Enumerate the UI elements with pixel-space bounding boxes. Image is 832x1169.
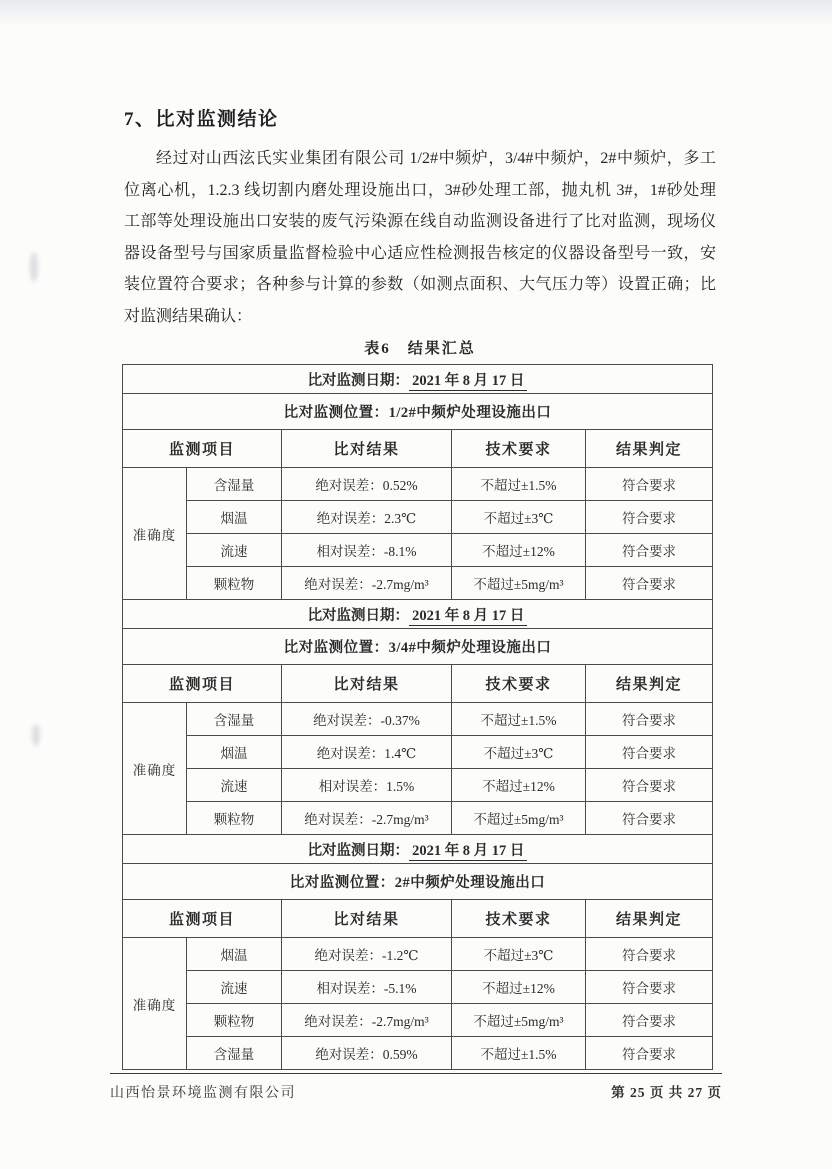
footer-company-name: 山西怡景环境监测有限公司 [110,1086,296,1101]
monitoring-date-row [123,365,713,394]
requirement-cell: 不超过±1.5% [452,703,586,736]
date-label: 比对监测日期： [307,842,410,859]
requirement-cell: 不超过±5mg/m³ [452,802,586,835]
paragraph-line: 经过对山西泫氏实业集团有限公司 1/2#中频炉，3/4#中频炉，2#中频炉，多工 [156,150,716,167]
table-caption: 表6 结果汇总 [364,341,476,357]
position-label: 比对监测位置： [283,405,389,421]
column-header: 比对结果 [282,900,452,938]
column-header: 结果判定 [586,900,713,938]
requirement-cell: 不超过±12% [452,534,586,567]
table-row [123,802,713,835]
date-value: 2021 年 8 月 17 日 [409,608,527,626]
result-cell: 相对误差：-5.1% [282,971,452,1004]
page-content [124,104,716,1070]
param-cell: 含湿量 [187,1037,282,1070]
monitoring-date-row [123,600,713,629]
param-cell: 含湿量 [187,468,282,501]
column-header: 技术要求 [452,665,586,703]
requirement-cell: 不超过±12% [452,971,586,1004]
param-cell: 烟温 [187,501,282,534]
group-label: 准确度 [123,703,187,835]
table-row [123,1004,713,1037]
table-header-row [123,900,713,938]
judgement-cell: 符合要求 [586,534,713,567]
requirement-cell: 不超过±3℃ [452,501,586,534]
position-value: 3/4#中频炉处理设施出口 [388,640,552,656]
column-header: 技术要求 [452,900,586,938]
param-cell: 颗粒物 [187,567,282,600]
param-cell: 烟温 [187,938,282,971]
column-header: 结果判定 [586,430,713,468]
requirement-cell: 不超过±3℃ [452,736,586,769]
scan-smudge [30,252,38,282]
table-row [123,769,713,802]
position-label: 比对监测位置： [289,875,395,891]
table-row [123,501,713,534]
paragraph-line: 对监测结果确认： [124,307,253,325]
result-cell: 绝对误差：2.3℃ [282,501,452,534]
result-cell: 绝对误差：-2.7mg/m³ [282,1004,452,1037]
param-cell: 含湿量 [187,703,282,736]
judgement-cell: 符合要求 [586,468,713,501]
column-header: 比对结果 [282,665,452,703]
param-cell: 颗粒物 [187,1004,282,1037]
position-value: 1/2#中频炉处理设施出口 [388,405,552,421]
date-label: 比对监测日期： [307,607,410,624]
judgement-cell: 符合要求 [586,971,713,1004]
result-cell: 绝对误差：0.59% [282,1037,452,1070]
group-label: 准确度 [123,938,187,1070]
result-cell: 绝对误差：-2.7mg/m³ [282,567,452,600]
monitoring-position-row [123,629,713,665]
results-summary-table [122,364,713,1070]
table-row [123,938,713,971]
table-row [123,971,713,1004]
column-header: 监测项目 [123,665,282,703]
paragraph-line: 位离心机，1.2.3 线切割内磨处理设施出口，3#砂处理工部，抛丸机 3#，1#砂处理 [124,181,716,199]
requirement-cell: 不超过±3℃ [452,938,586,971]
param-cell: 烟温 [187,736,282,769]
requirement-cell: 不超过±1.5% [452,468,586,501]
table-row [123,736,713,769]
judgement-cell: 符合要求 [586,501,713,534]
requirement-cell: 不超过±1.5% [452,1037,586,1070]
param-cell: 流速 [187,769,282,802]
table-row [123,703,713,736]
scan-smudge [32,724,40,746]
column-header: 监测项目 [123,430,282,468]
date-label: 比对监测日期： [307,372,410,389]
requirement-cell: 不超过±5mg/m³ [452,1004,586,1037]
result-cell: 绝对误差：-2.7mg/m³ [282,802,452,835]
monitoring-date-row [123,835,713,864]
body-paragraph [124,143,716,332]
paragraph-line: 工部等处理设施出口安装的废气污染源在线自动监测设备进行了比对监测，现场仪 [124,213,716,230]
date-value: 2021 年 8 月 17 日 [409,843,527,861]
footer-page-number: 第 25 页 共 27 页 [611,1085,722,1100]
requirement-cell: 不超过±5mg/m³ [452,567,586,600]
section-heading: 7、比对监测结论 [124,109,279,130]
page-footer [110,1073,722,1102]
table-header-row [123,430,713,468]
position-value: 2#中频炉处理设施出口 [394,875,546,891]
column-header: 比对结果 [282,430,452,468]
result-cell: 绝对误差：-0.37% [282,703,452,736]
param-cell: 颗粒物 [187,802,282,835]
result-cell: 相对误差：1.5% [282,769,452,802]
monitoring-position-row [123,864,713,900]
table-row [123,468,713,501]
table-row [123,534,713,567]
scan-edge-artifact [0,0,832,26]
result-cell: 绝对误差：1.4℃ [282,736,452,769]
paragraph-line: 装位置符合要求；各种参与计算的参数（如测点面积、大气压力等）设置正确；比 [124,276,716,293]
judgement-cell: 符合要求 [586,769,713,802]
result-cell: 绝对误差：-1.2℃ [282,938,452,971]
param-cell: 流速 [187,534,282,567]
judgement-cell: 符合要求 [586,1037,713,1070]
judgement-cell: 符合要求 [586,736,713,769]
table-row [123,567,713,600]
monitoring-position-row [123,394,713,430]
position-label: 比对监测位置： [283,640,389,656]
column-header: 监测项目 [123,900,282,938]
judgement-cell: 符合要求 [586,938,713,971]
table-row [123,1037,713,1070]
paragraph-line: 器设备型号与国家质量监督检验中心适应性检测报告核定的仪器设备型号一致，安 [124,244,716,262]
result-cell: 绝对误差：0.52% [282,468,452,501]
param-cell: 流速 [187,971,282,1004]
table-header-row [123,665,713,703]
group-label: 准确度 [123,468,187,600]
date-value: 2021 年 8 月 17 日 [409,373,527,391]
judgement-cell: 符合要求 [586,802,713,835]
requirement-cell: 不超过±12% [452,769,586,802]
column-header: 结果判定 [586,665,713,703]
judgement-cell: 符合要求 [586,567,713,600]
judgement-cell: 符合要求 [586,1004,713,1037]
judgement-cell: 符合要求 [586,703,713,736]
column-header: 技术要求 [452,430,586,468]
result-cell: 相对误差：-8.1% [282,534,452,567]
